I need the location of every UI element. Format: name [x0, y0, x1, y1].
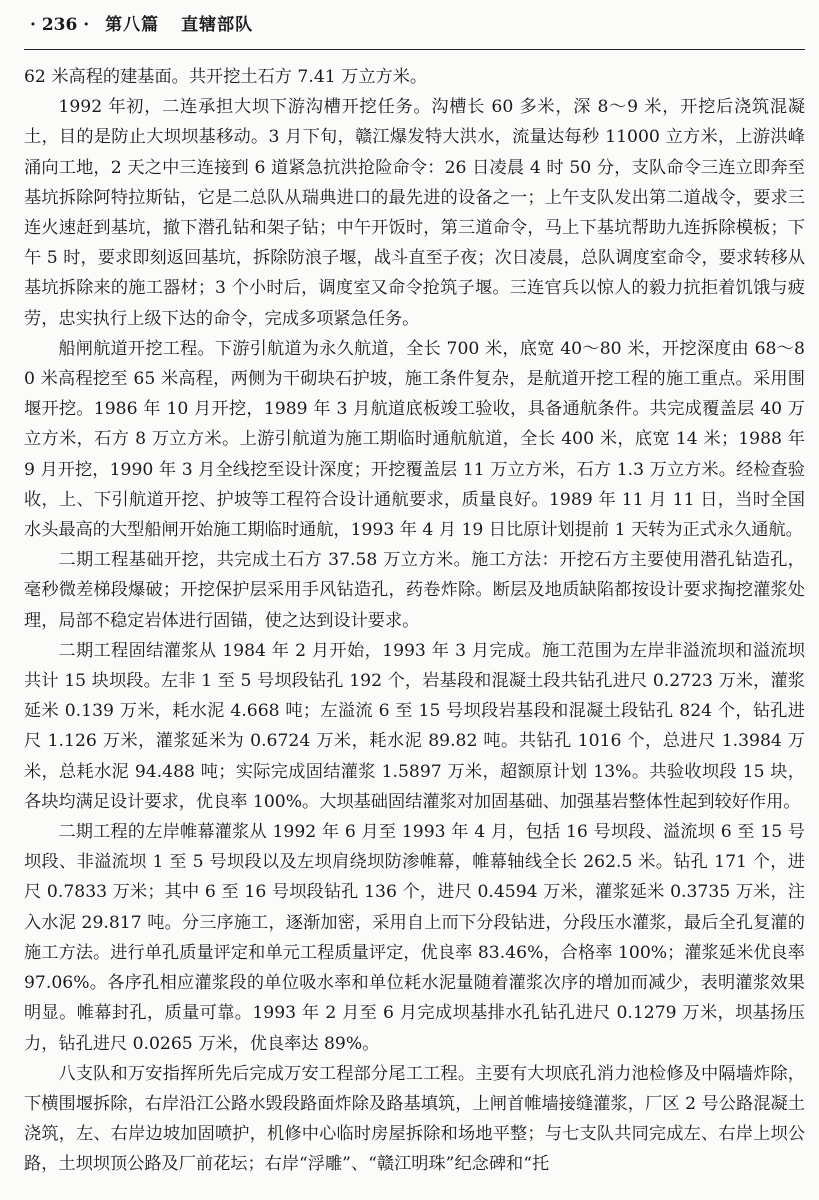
page-number: · 236 · [30, 15, 90, 35]
paragraph-5: 二期工程固结灌浆从 1984 年 2 月开始，1993 年 3 月完成。施工范围为左岸非溢流坝和溢流坝共计 15 块坝段。左非 1 至 5 号坝段钻孔 192 个，岩基段和混凝土段共钻孔进尺 0.2723 万米，灌浆延米 0.139 万米，耗水泥 4.668 吨；左溢流 6 至 15 号坝段岩基段和混凝土段钻孔 824 个，钻孔进尺 1.126 万米，灌浆延米为 0.6724 万米，耗水泥 89.82 吨。共钻孔 1016 个，总进尺 1.3984 万米，总耗水泥 94.488 吨；实际完成固结灌浆 1.5897 万米，超额原计划 13%。共验收坝段 15 块，各块均满足设计要求，优良率 100%。大坝基础固结灌浆对加固基础、加强基岩整体性起到较好作用。 [24, 640, 805, 812]
paragraph-7: 八支队和万安指挥所先后完成万安工程部分尾工工程。主要有大坝底孔消力池检修及中隔墙炸除，下横围堰拆除，右岸沿江公路水毁段路面炸除及路基填筑，上闸首帷墙接缝灌浆，厂区 2 号公路混凝土浇筑，左、右岸边坡加固喷护，机修中心临时房屋拆除和场地平整；与七支队共同完成左、右岸上坝公路，土坝坝顶公路及厂前花坛；右岸“浮雕”、“赣江明珠”纪念碑和“托 [24, 1063, 805, 1175]
page-header [24, 10, 805, 50]
paragraph-3: 船闸航道开挖工程。下游引航道为永久航道，全长 700 米，底宽 40～80 米，开挖深度由 68～80 米高程挖至 65 米高程，两侧为干砌块石护坡，施工条件复杂，是航道开挖工程的施工重点。采用围堰开挖。1986 年 10 月开挖，1989 年 3 月航道底板竣工验收，具备通航条件。共完成覆盖层 40 万立方米，石方 8 万立方米。上游引航道为施工期临时通航航道，全长 400 米，底宽 14 米；1988 年 9 月开挖，1990 年 3 月全线挖至设计深度；开挖覆盖层 11 万立方米，石方 1.3 万立方米。经检查验收，上、下引航道开挖、护坡等工程符合设计通航要求，质量良好。1989 年 11 月 11 日，当时全国水头最高的大型船闸开始施工期临时通航，1993 年 4 月 19 日比原计划提前 1 天转为正式永久通航。 [24, 338, 805, 541]
body-text [24, 62, 805, 1180]
part-title: 第八篇 [105, 15, 160, 35]
paragraph-6: 二期工程的左岸帷幕灌浆从 1992 年 6 月至 1993 年 4 月，包括 16 号坝段、溢流坝 6 至 15 号坝段、非溢流坝 1 至 5 号坝段以及左坝肩绕坝防渗帷幕，帷幕轴线全长 262.5 米。钻孔 171 个，进尺 0.7833 万米；其中 6 至 16 号坝段钻孔 136 个，进尺 0.4594 万米，灌浆延米 0.3735 万米，注入水泥 29.817 吨。分三序施工，逐渐加密，采用自上而下分段钻进，分段压水灌浆，最后全孔复灌的施工方法。进行单孔质量评定和单元工程质量评定，优良率 83.46%，合格率 100%；灌浆延米优良率 97.06%。各序孔相应灌浆段的单位吸水率和单位耗水泥量随着灌浆次序的增加而减少，表明灌浆效果明显。帷幕封孔，质量可靠。1993 年 2 月至 6 月完成坝基排水孔钻孔进尺 0.1279 万米，坝基扬压力，钻孔进尺 0.0265 万米，优良率达 89%。 [24, 822, 805, 1054]
section-title: 直辖部队 [181, 15, 254, 35]
paragraph-2: 1992 年初，二连承担大坝下游沟槽开挖任务。沟槽长 60 多米，深 8～9 米，开挖后浇筑混凝土，目的是防止大坝坝基移动。3 月下旬，赣江爆发特大洪水，流量达每秒 11000 立方米，上游洪峰涌向工地，2 天之中三连接到 6 道紧急抗洪抢险命令：26 日凌晨 4 时 50 分，支队命令三连立即奔至基坑拆除阿特拉斯钻，它是二总队从瑞典进口的最先进的设备之一；上午支队发出第二道战令，要求三连火速赶到基坑，撤下潜孔钻和架子钻；中午开饭时，第三道命令，马上下基坑帮助九连拆除模板；下午 5 时，要求即刻返回基坑，拆除防浪子堰，战斗直至子夜；次日凌晨，总队调度室命令，要求转移从基坑拆除来的施工器材；3 个小时后，调度室又命令抢筑子堰。三连官兵以惊人的毅力抗拒着饥饿与疲劳，忠实执行上级下达的命令，完成多项紧急任务。 [24, 97, 805, 329]
paragraph-4: 二期工程基础开挖，共完成土石方 37.58 万立方米。施工方法：开挖石方主要使用潜孔钻造孔，毫秒微差梯段爆破；开挖保护层采用手风钻造孔，药卷炸除。断层及地质缺陷都按设计要求掏挖灌浆处理，局部不稳定岩体进行固锚，使之达到设计要求。 [24, 550, 805, 631]
paragraph-1: 62 米高程的建基面。共开挖土石方 7.41 万立方米。 [24, 67, 428, 87]
